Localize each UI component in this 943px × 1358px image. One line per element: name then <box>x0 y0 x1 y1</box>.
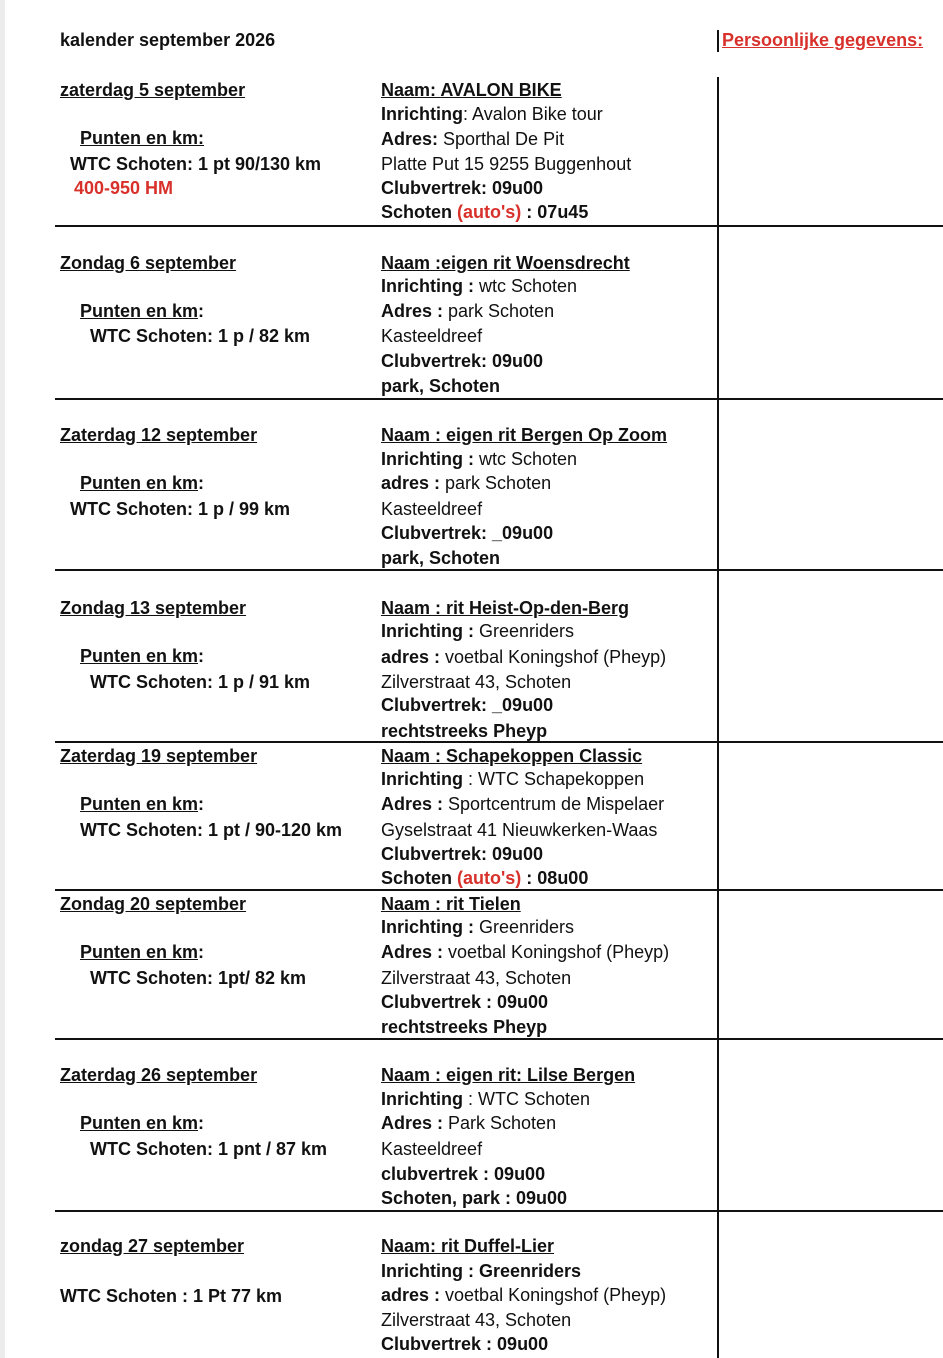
organizer-label: Inrichting <box>381 769 463 789</box>
personal-data-header: Persoonlijke gegevens: <box>722 30 924 50</box>
address-value: park Schoten <box>440 473 552 493</box>
name-value: rit Tielen <box>446 894 521 914</box>
organizer-label: Inrichting : <box>381 917 474 937</box>
address-value: park Schoten <box>443 301 555 321</box>
organizer <box>381 103 603 125</box>
page-edge-strip <box>0 0 5 1358</box>
organizer-label: Inrichting : <box>381 276 474 296</box>
organizer: Inrichting : Greenriders <box>381 1261 582 1281</box>
event-name <box>381 424 667 446</box>
address-line-2: Kasteeldreef <box>381 499 483 519</box>
club-departure: Clubvertrek: _09u00 <box>381 695 554 715</box>
points-label-text: Punten en km <box>80 473 199 493</box>
event-date: zaterdag 5 september <box>60 80 246 100</box>
address <box>381 300 554 322</box>
address <box>381 128 564 150</box>
event-name <box>381 252 630 274</box>
row-separator <box>55 889 943 891</box>
points-label <box>80 127 204 149</box>
name-label: Naam : <box>381 894 447 914</box>
points-value: WTC Schoten : 1 Pt 77 km <box>60 1286 283 1306</box>
event-date: Zondag 6 september <box>60 253 237 273</box>
address-line-2: Zilverstraat 43, Schoten <box>381 1310 572 1330</box>
organizer-value: Greenriders <box>474 917 575 937</box>
points-label-text: Punten en km <box>80 646 199 666</box>
departure-place: park, Schoten <box>381 548 501 568</box>
cars-note: (auto's) <box>457 868 522 888</box>
points-value: WTC Schoten: 1pt/ 82 km <box>90 968 307 988</box>
event-date: Zondag 20 september <box>60 894 247 914</box>
row-separator <box>55 569 943 571</box>
points-label-text: Punten en km: <box>80 128 205 148</box>
organizer-value: wtc Schoten <box>474 276 578 296</box>
organizer-label: Inrichting <box>381 104 463 124</box>
points-label: Punten en km: <box>80 646 205 666</box>
name-value: Schapekoppen Classic <box>446 746 643 766</box>
departure-place: rechtstreeks Pheyp <box>381 1017 548 1037</box>
points-label-text: Punten en km <box>80 794 199 814</box>
organizer <box>381 620 574 642</box>
event-name <box>381 1235 554 1257</box>
points-label: Punten en km: <box>80 473 205 493</box>
points-value: WTC Schoten: 1 pt 90/130 km <box>70 154 322 174</box>
name-label: Naam : <box>381 253 442 273</box>
organizer-label: Inrichting <box>381 1089 463 1109</box>
name-value: eigen rit Bergen Op Zoom <box>446 425 668 445</box>
event-date: Zaterdag 26 september <box>60 1065 258 1085</box>
address-line-2: Platte Put 15 9255 Buggenhout <box>381 154 632 174</box>
departure-time: : 07u45 <box>521 202 589 222</box>
organizer <box>381 768 644 790</box>
schoten-departure <box>381 201 588 223</box>
organizer-label: Inrichting : <box>381 449 474 469</box>
address <box>381 1284 666 1306</box>
points-label: Punten en km: <box>80 301 205 321</box>
name-value: rit Duffel-Lier <box>441 1236 555 1256</box>
address <box>381 793 664 815</box>
address-value: voetbal Koningshof (Pheyp) <box>440 1285 667 1305</box>
elevation-value: 400-950 HM <box>74 178 174 198</box>
event-name <box>381 893 521 915</box>
event-date: zondag 27 september <box>60 1236 245 1256</box>
points-value: WTC Schoten: 1 pnt / 87 km <box>90 1139 328 1159</box>
address-value: Sporthal De Pit <box>438 129 565 149</box>
organizer-label: Inrichting : <box>381 621 474 641</box>
schoten-departure <box>381 867 588 889</box>
points-value: WTC Schoten: 1 pt / 90-120 km <box>80 820 343 840</box>
address-value: Park Schoten <box>443 1113 557 1133</box>
address-line-2: Kasteeldreef <box>381 1139 483 1159</box>
name-value: AVALON BIKE <box>440 80 562 100</box>
address-line-2: Zilverstraat 43, Schoten <box>381 672 572 692</box>
departure-place: rechtstreeks Pheyp <box>381 721 548 741</box>
departure-place: park, Schoten <box>381 376 501 396</box>
organizer-value: : WTC Schapekoppen <box>463 769 645 789</box>
club-departure <box>381 1333 548 1355</box>
departure-label: Clubvertrek <box>381 1334 482 1354</box>
event-name <box>381 597 629 619</box>
event-date: Zondag 13 september <box>60 598 247 618</box>
name-value: rit Heist-Op-den-Berg <box>446 598 630 618</box>
address-label: Adres : <box>381 301 444 321</box>
address <box>381 941 669 963</box>
organizer <box>381 916 574 938</box>
organizer <box>381 448 577 470</box>
row-separator <box>55 1038 943 1040</box>
address-value: Sportcentrum de Mispelaer <box>443 794 665 814</box>
column-divider-top <box>717 30 719 52</box>
event-name <box>381 745 642 767</box>
organizer-value: : Avalon Bike tour <box>463 104 603 124</box>
points-label-text: Punten en km <box>80 1113 199 1133</box>
name-label: Naam: <box>381 80 441 100</box>
row-separator <box>55 1210 943 1212</box>
points-value: WTC Schoten: 1 p / 82 km <box>90 326 311 346</box>
club-departure: Clubvertrek: 09u00 <box>381 351 544 371</box>
club-departure: clubvertrek : 09u00 <box>381 1164 546 1184</box>
club-departure: Clubvertrek: 09u00 <box>381 844 544 864</box>
club-departure: Clubvertrek : 09u00 <box>381 992 549 1012</box>
name-label: Naam: <box>381 1236 442 1256</box>
points-label-text: Punten en km <box>80 301 199 321</box>
address-label: adres : <box>381 1285 441 1305</box>
name-label: Naam : <box>381 598 447 618</box>
points-value: WTC Schoten: 1 p / 99 km <box>70 499 291 519</box>
event-date: Zaterdag 12 september <box>60 425 258 445</box>
address-label: adres : <box>381 647 441 667</box>
name-value: eigen rit: Lilse Bergen <box>446 1065 636 1085</box>
address <box>381 646 666 668</box>
event-date: Zaterdag 19 september <box>60 746 258 766</box>
row-separator <box>55 225 943 227</box>
departure-place: Schoten, park : 09u00 <box>381 1188 568 1208</box>
points-value: WTC Schoten: 1 p / 91 km <box>90 672 311 692</box>
address <box>381 1112 556 1134</box>
organizer <box>381 275 577 297</box>
address-line-2: Kasteeldreef <box>381 326 483 346</box>
name-label: Naam : <box>381 746 447 766</box>
points-label: Punten en km: <box>80 1113 205 1133</box>
points-label: Punten en km: <box>80 942 205 962</box>
address-value: voetbal Koningshof (Pheyp) <box>443 942 670 962</box>
address <box>381 472 551 494</box>
departure-time: : 08u00 <box>521 868 589 888</box>
address-label: Adres : <box>381 794 444 814</box>
organizer-value: Greenriders <box>474 621 575 641</box>
name-value: eigen rit Woensdrecht <box>441 253 630 273</box>
organizer <box>381 1088 590 1110</box>
address-label: Adres : <box>381 1113 444 1133</box>
departure-time: : 09u00 <box>481 1334 549 1354</box>
address-label: Adres: <box>381 129 439 149</box>
address-value: voetbal Koningshof (Pheyp) <box>440 647 667 667</box>
address-line-2: Gyselstraat 41 Nieuwkerken-Waas <box>381 820 658 840</box>
column-divider <box>717 77 719 1358</box>
organizer-value: wtc Schoten <box>474 449 578 469</box>
page-title: kalender september 2026 <box>60 30 276 50</box>
points-label: Punten en km: <box>80 794 205 814</box>
organizer-value: : WTC Schoten <box>463 1089 591 1109</box>
name-label: Naam : <box>381 425 447 445</box>
row-separator <box>55 398 943 400</box>
cars-note: (auto's) <box>457 202 522 222</box>
address-label: Adres : <box>381 942 444 962</box>
points-label-text: Punten en km <box>80 942 199 962</box>
name-label: Naam : <box>381 1065 447 1085</box>
club-departure: Clubvertrek: _09u00 <box>381 523 554 543</box>
event-name <box>381 1064 635 1086</box>
club-departure: Clubvertrek: 09u00 <box>381 178 544 198</box>
departure-place: Schoten <box>381 202 458 222</box>
address-label: adres : <box>381 473 441 493</box>
address-line-2: Zilverstraat 43, Schoten <box>381 968 572 988</box>
event-name <box>381 79 562 101</box>
departure-place: Schoten <box>381 868 458 888</box>
